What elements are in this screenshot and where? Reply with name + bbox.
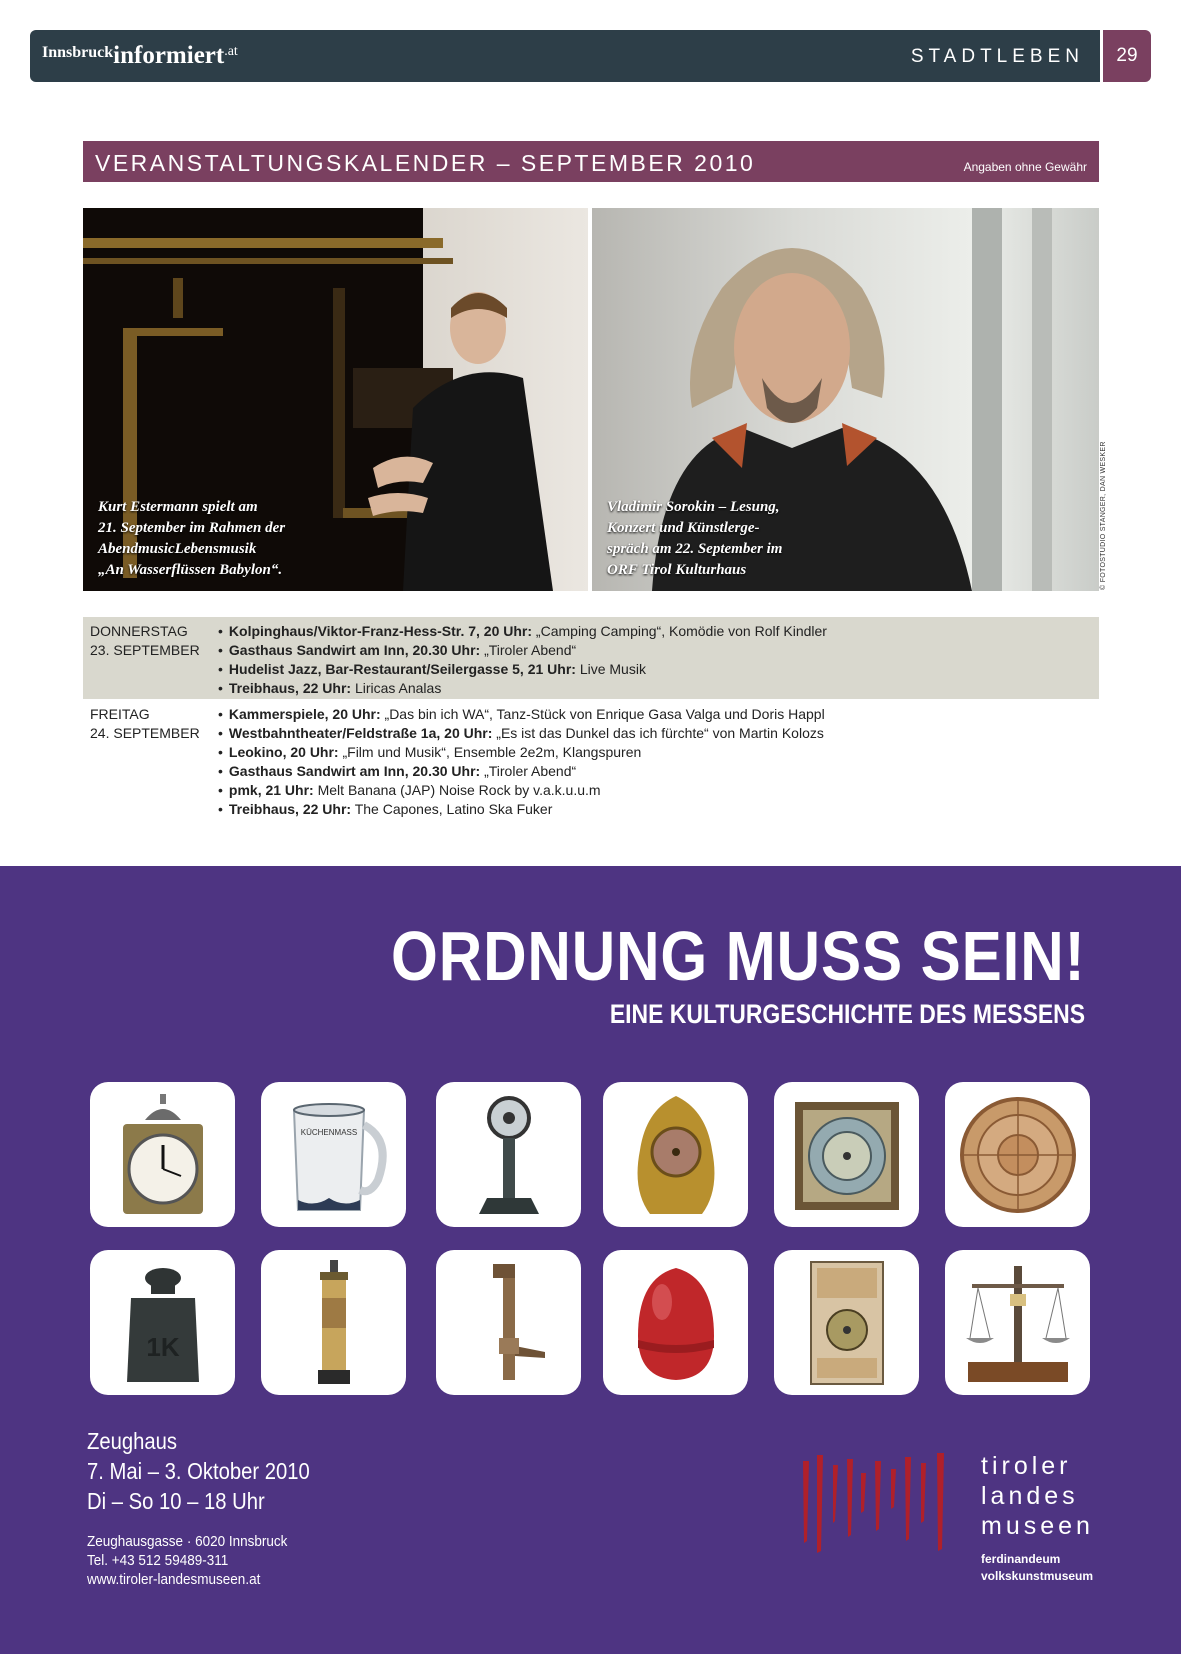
astrolabe-icon xyxy=(958,1090,1078,1220)
exhibition-dates: 7. Mai – 3. Oktober 2010 xyxy=(87,1458,310,1484)
tile-weight xyxy=(90,1250,235,1395)
museum-brush-mark-icon xyxy=(795,1451,970,1561)
clock-icon xyxy=(103,1090,223,1220)
calendar-disclaimer: Angaben ohne Gewähr xyxy=(963,160,1087,174)
sundial-icon xyxy=(787,1258,907,1388)
calendar-title: VERANSTALTUNGSKALENDER – SEPTEMBER 2010 xyxy=(95,150,756,176)
page-header xyxy=(30,30,1151,82)
logo-innsbruck: Innsbruck xyxy=(42,44,114,61)
balance-scale-icon xyxy=(958,1258,1078,1388)
museum-advertisement xyxy=(0,866,1181,1654)
tile-balance xyxy=(945,1250,1090,1395)
day-block-friday xyxy=(83,700,1099,820)
caliper-icon xyxy=(449,1258,569,1388)
tile-clock xyxy=(90,1082,235,1227)
photo-sorokin xyxy=(592,208,1099,591)
tile-ornate-clock xyxy=(603,1082,748,1227)
photo-caption-2: Vladimir Sorokin – Lesung, Konzert und Künstlerge- spräch am 22. September im ORF Tirol Kulturhaus xyxy=(607,499,783,578)
event-item: • Gasthaus Sandwirt am Inn, 20.30 Uhr: „Tiroler Abend“ xyxy=(218,641,827,660)
cylinder-measure-icon xyxy=(274,1258,394,1388)
venue: Zeughaus xyxy=(87,1428,178,1454)
logo-informiert: informiert xyxy=(113,42,225,69)
publication-logo xyxy=(42,42,238,70)
ad-headline: ORDNUNG MUSS SEIN! xyxy=(390,917,1085,995)
event-item: • Treibhaus, 22 Uhr: Liricas Analas xyxy=(218,679,827,698)
scale-icon xyxy=(449,1090,569,1220)
day-label: FREITAG 24. SEPTEMBER xyxy=(90,706,200,741)
event-list xyxy=(218,705,825,819)
ornate-clock-icon xyxy=(616,1090,736,1220)
event-item: • Westbahntheater/Feldstraße 1a, 20 Uhr: „Es ist das Dunkel das ich fürchte“ von Martin Kolozs xyxy=(218,724,825,743)
dial-box-icon xyxy=(787,1090,907,1220)
tile-cylinder xyxy=(261,1250,406,1395)
phone: Tel. +43 512 59489-311 xyxy=(87,1552,229,1569)
photo-organist xyxy=(83,208,588,591)
day-block-thursday xyxy=(83,617,1099,699)
event-item: • Leokino, 20 Uhr: „Film und Musik“, Ensemble 2e2m, Klangspuren xyxy=(218,743,825,762)
egg-timer-icon xyxy=(616,1258,736,1388)
event-list xyxy=(218,622,827,698)
logo-at: .at xyxy=(224,44,238,59)
address: Zeughausgasse · 6020 Innsbruck xyxy=(87,1533,288,1550)
section-label: STADTLEBEN xyxy=(910,46,1084,67)
day-label: DONNERSTAG 23. SEPTEMBER xyxy=(90,623,200,658)
svg-text:KÜCHENMASS: KÜCHENMASS xyxy=(300,1127,357,1137)
jug-icon xyxy=(274,1090,394,1220)
tile-dial-box xyxy=(774,1082,919,1227)
tile-sundial xyxy=(774,1250,919,1395)
calendar-title-bar xyxy=(83,141,1099,182)
event-item: • Kolpinghaus/Viktor-Franz-Hess-Str. 7, 20 Uhr: „Camping Camping“, Komödie von Rolf Kindler xyxy=(218,622,827,641)
tile-scale xyxy=(436,1082,581,1227)
ad-subheadline: EINE KULTURGESCHICHTE DES MESSENS xyxy=(609,999,1085,1029)
tile-astrolabe xyxy=(945,1082,1090,1227)
event-item: • pmk, 21 Uhr: Melt Banana (JAP) Noise Rock by v.a.k.u.u.m xyxy=(218,781,825,800)
weight-icon xyxy=(103,1258,223,1388)
event-item: • Hudelist Jazz, Bar-Restaurant/Seilergasse 5, 21 Uhr: Live Musik xyxy=(218,660,827,679)
photo-caption-1: Kurt Estermann spielt am 21. September im Rahmen der AbendmusicLebensmusik „An Wasserflüssen Babylon“. xyxy=(98,499,286,578)
tiroler-landesmuseen-logo xyxy=(795,1451,1095,1621)
contact-info xyxy=(87,1532,287,1589)
event-item: • Kammerspiele, 20 Uhr: „Das bin ich WA“, Tanz-Stück von Enrique Gasa Valga und Doris Happl xyxy=(218,705,825,724)
tile-egg-timer xyxy=(603,1250,748,1395)
website-link[interactable]: www.tiroler-landesmuseen.at xyxy=(87,1571,261,1588)
page-number: 29 xyxy=(1103,30,1151,82)
event-item: • Gasthaus Sandwirt am Inn, 20.30 Uhr: „Tiroler Abend“ xyxy=(218,762,825,781)
exhibition-info xyxy=(87,1426,310,1516)
event-item: • Treibhaus, 22 Uhr: The Capones, Latino Ska Fuker xyxy=(218,800,825,819)
opening-hours: Di – So 10 – 18 Uhr xyxy=(87,1488,265,1514)
photo-credit: © FOTOSTUDIO STANGER, DAN WESKER xyxy=(1100,441,1107,590)
museum-name: tiroler landes museen xyxy=(981,1452,1094,1540)
tile-jug xyxy=(261,1082,406,1227)
header-bar xyxy=(30,30,1100,82)
tile-caliper xyxy=(436,1250,581,1395)
svg-text:1K: 1K xyxy=(145,1331,180,1362)
museum-sublines: ferdinandeum volkskunstmuseum xyxy=(981,1552,1094,1583)
